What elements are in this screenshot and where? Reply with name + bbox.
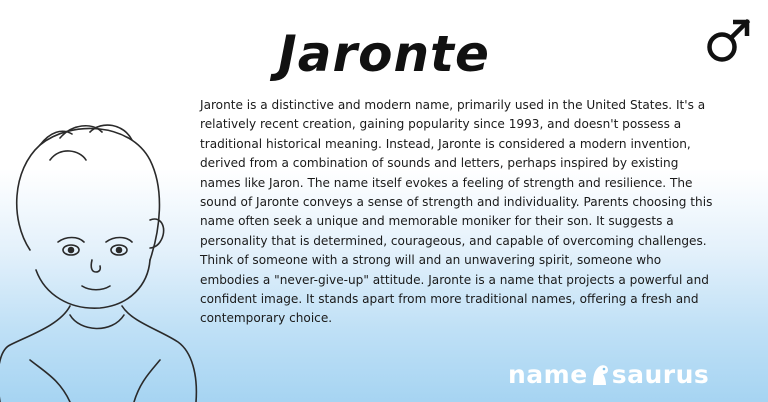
logo-text-saurus: saurus xyxy=(611,359,710,389)
namesaurus-logo[interactable] xyxy=(508,356,709,392)
logo-text-name: name xyxy=(508,359,588,389)
male-symbol-icon xyxy=(703,16,753,66)
page-title: Jaronte xyxy=(278,25,490,83)
name-description: Jaronte is a distinctive and modern name, primarily used in the United States. It's a relatively recent creation, gaining popularity since 1993, and doesn't possess a traditional historical meaning. Instead, Jaronte is considered a modern invention, derived from a combination of sounds and letters, perhaps inspired by existing names like Jaron. The name itself evokes a feeling of strength and resilience. The sound of Jaronte conveys a sense of strength and individuality. Parents choosing this name often seek a unique and memorable moniker for their son. It suggests a personality that is determined, courageous, and capable of overcoming challenges. Think of someone with a strong will and an unwavering spirit, someone who embodies a "never-give-up" attitude. Jaronte is a name that projects a powerful and confident image. It stands apart from more traditional names, offering a fresh and contemporary choice. xyxy=(200,98,713,326)
baby-illustration xyxy=(0,110,200,402)
dinosaur-icon xyxy=(589,361,611,387)
